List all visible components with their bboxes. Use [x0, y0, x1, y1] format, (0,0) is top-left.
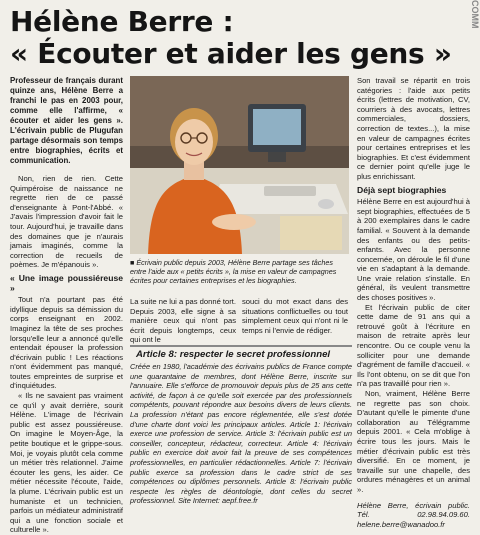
body-paragraph: Son travail se répartit en trois catégories : l'aide aux petits écrits (lettres de motivation, CV, courriers à des avocats, lettres commerciales, dossiers, correction de textes...), la mise en valeur de campagnes écrites pour certaines entreprises et les biographies. Et c'est évidemment ce dernier point qu'elle juge le plus enrichissant.	[357, 76, 470, 181]
mid-column-2: souci du mot exact dans des situations conflictuelles ou tout simplement ceux qui n'ont ni le temps ni l'envie de rédiger.	[242, 297, 348, 335]
sidebar-box-text: Créée en 1980, l'académie des écrivains publics de France compte une quarantaine de membres, dont Hélène Berre, inscrite sur l'annuaire. Elle s'efforce de promouvoir depuis plus de 25 ans cette activité, de façon à ce qu'elle soit exercée par des professionnels compétents, pouvant répondre aux besoins divers de leurs clients. La profession n'étant pas encore réglementée, elle s'est dotée d'une charte dont voici les principaux articles. Article 1: l'écrivain exerce une profession de service. Article 3: l'écrivain public est un conseiller, concepteur, rédacteur, correcteur. Article 4: l'écrivain public en exercice doit avoir fait la preuve de ses compétences professionnelles, en particulier rédactionnelles. Article 7: l'écrivain public exerce sa profession dans le cadre strict de ses compétences ou diplômes personnels. Article 8: l'écrivain public respecte les règles de déontologie, dont celles du secret professionnel. Site Internet: aepf.free.fr	[130, 362, 352, 506]
sidebar-box	[130, 345, 352, 506]
mid-column-1: La suite ne lui a pas donné tort. Depuis 2003, elle signe à sa manière ceux qui n'ont pas écrit depuis longtemps, ceux qui ont le	[130, 297, 236, 345]
portrait-photo-illustration	[130, 76, 349, 254]
lead-paragraph: Professeur de français durant quinze ans, Hélène Berre a franchi le pas en 2003 pour, comme elle l'affirme, « écouter et aider les gens ». L'écrivain public de Plugufan partage désormais son temps entre biographies, écrits et communication.	[10, 76, 123, 165]
column-1	[10, 76, 123, 535]
subheading: « Une image poussiéreuse »	[10, 272, 123, 293]
adjacent-page-edge: COMM	[470, 0, 480, 29]
headline-line-2: « Écouter et aider les gens »	[10, 37, 452, 70]
photo-caption: ■ Écrivain public depuis 2003, Hélène Berre partage ses tâches entre l'aide aux « petits écrits », la mise en valeur de campagnes écrites pour certaines entreprises et les biographies.	[130, 258, 337, 286]
headline-line-1: Hélène Berre :	[10, 5, 234, 38]
body-paragraph: « Ils ne savaient pas vraiment ce qu'il y avait derrière, sourit Hélène. L'image de l'écrivain public est assez poussiéreuse. On imagine le Moyen-Âge, la petite boutique et le grippe-sous. Moi, je voyais plutôt cela comme un métier très relationnel. J'aime écouter les gens, les aider. Ce métier nécessite l'écoute, l'aide, la plume. L'écrivain public est un humaniste et un technicien, parfois un médiateur administratif qui a une fonction sociale et culturelle ».	[10, 391, 123, 535]
sidebar-box-title: Article 8: respecter le secret professionnel	[136, 349, 331, 360]
body-paragraph: Et l'écrivain public de citer cette dame de 91 ans qui a retrouvé goût à l'écriture en maison de retraite après leur rencontre. Ou ce couple venu la solliciter pour une demande d'agrément de famille d'accueil. « Ils l'ont obtenu, on se dit que l'on n'a pas travaillé pour rien ».	[357, 302, 470, 389]
portrait-photo	[130, 76, 349, 254]
contact-signature: Hélène Berre, écrivain public. Tél. 02.98.94.09.60. helene.berre@wanadoo.fr	[357, 500, 470, 529]
body-paragraph: Non, vraiment, Hélène Berre ne regrette pas son choix. D'autant qu'elle le pimente d'une collaboration au Télégramme depuis 2001. « Cela m'oblige à écrire tous les jours. Mais le métier d'écrivain public est très diversifié. En ce moment, je travaille sur une chapelle, des ordures ménagères et un animal ».	[357, 389, 470, 494]
column-3	[357, 76, 470, 529]
subheading: Déjà sept biographies	[357, 184, 447, 195]
body-paragraph: Hélène Berre en est aujourd'hui à sept biographies, effectuées de 5 à 200 exemplaires dans le cadre familial. « Souvent à la demande des enfants ou des petits-enfants. Avec la personne concernée, on déroule le fil d'une vie en s'adaptant à la demande. Une vraie relation s'installe. En général, ils veulent transmettre des choses positives ».	[357, 197, 470, 303]
body-paragraph: Tout n'a pourtant pas été idyllique depuis sa démission du corps enseignant en 2002. Imaginez la tête de ses proches lorsqu'elle leur a annoncé qu'elle entendait épouser la profession d'écrivain public ! Les réactions n'ont évidemment pas manqué, toutes empreintes de surprise et d'inquiétudes.	[10, 295, 123, 391]
body-paragraph: Non, rien de rien. Cette Quimpéroise de naissance ne regrette rien de ce passé d'enseignante à Pont-l'Abbé. « J'avais l'impression d'avoir fait le tour. Aujourd'hui, je travaille dans des domaines que je n'aurais jamais imaginés, comme la correction de recueils de poèmes. Je m'épanouis ».	[10, 174, 123, 270]
headline	[10, 6, 480, 70]
